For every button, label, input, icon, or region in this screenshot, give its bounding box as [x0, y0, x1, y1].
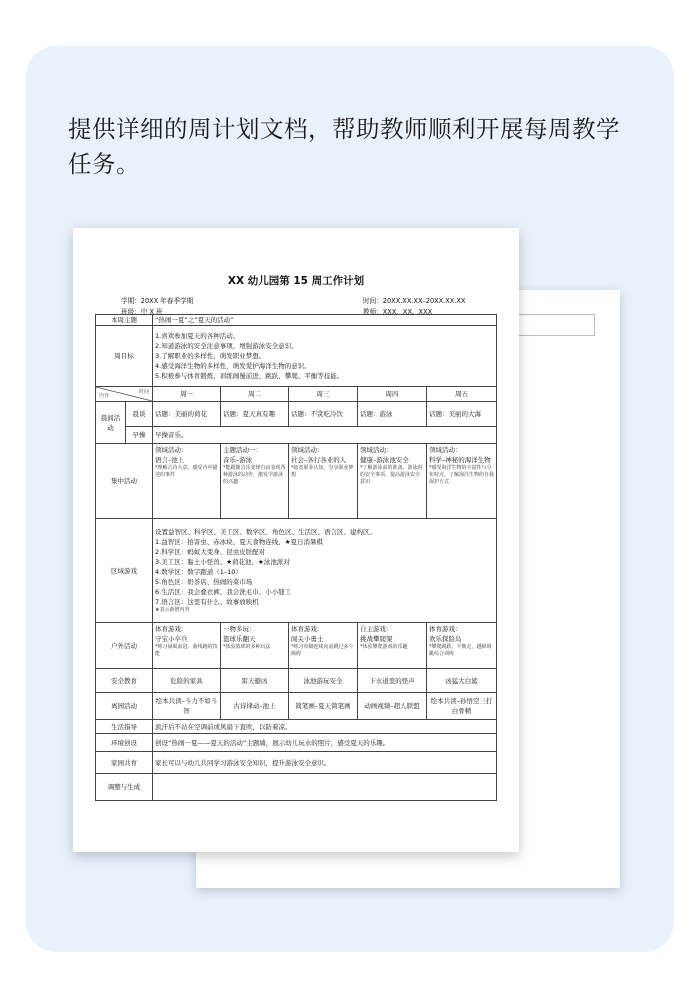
day-header: 周五 [427, 387, 497, 402]
outdoor-note: *练习闹蜀前进、曲线跑的技能 [155, 644, 218, 657]
morning-talk-label: 晨谈 [126, 402, 153, 427]
corner-content-label: 内容 [99, 393, 110, 399]
leaving-row [96, 693, 497, 720]
theme-value: “热闹一夏”之“夏天的活动” [153, 315, 497, 326]
morning-activity-label: 晨间活动 [96, 402, 126, 444]
goals-label: 周目标 [96, 326, 153, 387]
group-activity-title: 领域活动： 科学–神秘的海洋生物 [429, 446, 491, 464]
goals-list [153, 326, 497, 387]
outdoor-cell [221, 623, 289, 669]
weekday-header-row [96, 387, 497, 402]
group-activity-cell [358, 444, 427, 519]
outdoor-cell [289, 623, 358, 669]
outdoor-title: 一物多玩： 篮球乐翻天 [223, 625, 256, 643]
environment-label: 环境创设 [96, 734, 153, 752]
outdoor-cell [153, 623, 221, 669]
safety-cell: 泳池游玩安全 [289, 669, 358, 693]
class-text: 班级：中 X 班 [121, 308, 163, 316]
morning-exercise-label: 早操 [126, 427, 153, 444]
safety-cell: 危险的家具 [153, 669, 221, 693]
outdoor-note: *攀爬跳跃、平衡走、越障碍跳综合训练 [429, 644, 492, 657]
goal-item: 1.喜欢参加夏天的各种活动。 [155, 332, 240, 340]
goals-row [96, 326, 497, 387]
area-line: 5.角色区：奶茶店、热闹的菜市场 [155, 578, 253, 586]
group-activity-title: 领域活动： 社会–各行各业的人 [291, 446, 347, 464]
safety-cell: 凶猛大白鲨 [427, 669, 497, 693]
environment-row [96, 734, 497, 752]
home-coeducation-label: 家园共育 [96, 752, 153, 774]
area-game-label: 区域游戏 [96, 519, 153, 623]
area-line: 4.数学区：数字跑道（1–10） [155, 568, 242, 576]
area-line: 7.语言区：这里有什么、故事放映机 [155, 598, 259, 606]
leaving-label: 离园活动 [96, 693, 153, 720]
outdoor-title: 体育游戏： 守宝小卒兵 [155, 625, 188, 643]
group-activity-note: *理解古诗大意，感受诗中描述的事件 [155, 465, 218, 478]
outdoor-label: 户外活动 [96, 623, 153, 669]
group-activity-note: *能跟随音乐变律自由表现各种游泳的动作，激发学游泳的兴趣 [223, 465, 286, 485]
goal-item: 3.了解职业的多样性，萌发职业梦想。 [155, 352, 266, 360]
area-line: 设置益智区、科学区、美工区、数学区、角色区、生活区、语言区、建构区。 [155, 528, 376, 536]
area-game-row [96, 519, 497, 623]
group-activity-cell [153, 444, 221, 519]
home-coeducation-row [96, 752, 497, 774]
semester-text: 学期：20XX 年春季学期 [121, 297, 194, 305]
leaving-cell: 简笔画–夏天简笔画 [289, 693, 358, 720]
document-title: XX 幼儿园第 15 周工作计划 [227, 275, 365, 287]
theme-row [96, 315, 497, 326]
outdoor-note: *体验篮球的多种玩法 [223, 644, 271, 650]
group-activity-note: *拓宽职业认知，分享职业梦想 [291, 465, 354, 478]
morning-talk-cell: 话题：不贪吃冷饮 [289, 402, 358, 427]
day-header: 周四 [358, 387, 427, 402]
group-activity-cell [427, 444, 497, 519]
group-activity-note: *了解游泳前的准备、游泳时的安全事项，提高游泳安全意识 [360, 465, 423, 485]
outdoor-cell [427, 623, 497, 669]
morning-talk-cell: 话题：美丽的大海 [427, 402, 497, 427]
morning-talk-cell: 话题：游泳 [358, 402, 427, 427]
area-note: ★表示新增内容 [155, 607, 190, 613]
goal-item: 2.知道游泳的安全注意事项，增强游泳安全意识。 [155, 342, 298, 350]
morning-exercise-value: 早操音乐。 [153, 427, 497, 444]
time-content-corner [96, 387, 153, 402]
leaving-cell: 绘本共读–孙悟空三打白骨精 [427, 693, 497, 720]
front-document-page [73, 228, 519, 852]
outdoor-cell [358, 623, 427, 669]
area-line: 6.生活区：我会叠衣裤、我会洗毛巾、小小缝工 [155, 588, 292, 596]
morning-talk-cell: 话题：夏天真有趣 [221, 402, 289, 427]
life-guidance-value: 流汗后不站在空调前或风扇下直吹，以防着凉。 [153, 720, 497, 734]
morning-talk-row [96, 402, 497, 427]
area-game-list [153, 519, 497, 623]
outdoor-title: 体育游戏： 闯关小勇士 [291, 625, 324, 643]
home-coeducation-value: 家长可以与幼儿共同学习游泳安全知识，提升游泳安全意识。 [153, 752, 497, 774]
day-header: 周一 [153, 387, 221, 402]
outdoor-row [96, 623, 497, 669]
leaving-cell: 古诗律动–池上 [221, 693, 289, 720]
day-header: 周二 [221, 387, 289, 402]
life-guidance-row [96, 720, 497, 734]
corner-time-label: 时间 [138, 389, 149, 395]
safety-row [96, 669, 497, 693]
area-line: 1.益智区：拍害虫、赤冰块、夏天食物连线、★夏日消暑棋 [155, 538, 324, 546]
adjustment-row [96, 774, 497, 801]
group-activity-note: *感受海洋生物的丰富性与分布特点，了解海洋生物的自我保护方式 [429, 465, 495, 485]
safety-cell: 下水道里的怪声 [358, 669, 427, 693]
outdoor-title: 体育游戏： 欢乐探险岛 [429, 625, 462, 643]
outdoor-note: *练习单脚连续向前跳过多个障碍 [291, 644, 354, 657]
teachers-text: 教师：XXX、XX、XXX [363, 308, 433, 316]
goal-item: 5.积极参与体育锻炼，训练闹蜀前进、跳跃、攀爬、平衡等技能。 [155, 372, 344, 380]
outdoor-note: *体验攀爬游戏的乐趣 [360, 644, 408, 650]
group-activity-label: 集中活动 [96, 444, 153, 519]
weekly-plan-table [95, 314, 497, 801]
leaving-cell: 绘本共读–斗力不如斗智 [153, 693, 221, 720]
theme-label: 本周主题 [96, 315, 153, 326]
group-activity-row [96, 444, 497, 519]
life-guidance-label: 生活指导 [96, 720, 153, 734]
group-activity-cell [289, 444, 358, 519]
group-activity-title: 主题活动一： 音乐–游泳 [223, 446, 262, 464]
time-text: 时间：20XX.XX.XX–20XX.XX.XX [363, 297, 466, 305]
day-header: 周三 [289, 387, 358, 402]
morning-exercise-row [96, 427, 497, 444]
leaving-cell: 动画视频–超人联盟 [358, 693, 427, 720]
group-activity-cell [221, 444, 289, 519]
group-activity-title: 领域活动： 健康–游泳池安全 [360, 446, 409, 464]
outdoor-title: 自主游戏： 挑战攀爬架 [360, 625, 393, 643]
environment-value: 创设“热闹一夏——夏天的活动”主题墙，展示幼儿玩水的照片，感受夏天的乐趣。 [153, 734, 497, 752]
group-activity-title: 领域活动： 语言–池上 [155, 446, 188, 464]
headline: 提供详细的周计划文档，帮助教师顺利开展每周教学任务。 [68, 115, 620, 178]
morning-talk-cell: 话题：美丽的荷花 [153, 402, 221, 427]
safety-cell: 雷天避凶 [221, 669, 289, 693]
safety-label: 安全教育 [96, 669, 153, 693]
adjustment-label: 调整与生成 [96, 774, 153, 801]
adjustment-value [153, 774, 497, 801]
goal-item: 4.感受海洋生物的多样性，萌发爱护海洋生物的意识。 [155, 362, 311, 370]
area-line: 2.科学区：蚂蚁大变身、昆虫皮肤配对 [155, 548, 266, 556]
area-line: 3.美工区：黏土小怪兽、★荷花池、★泳池派对 [155, 558, 290, 566]
